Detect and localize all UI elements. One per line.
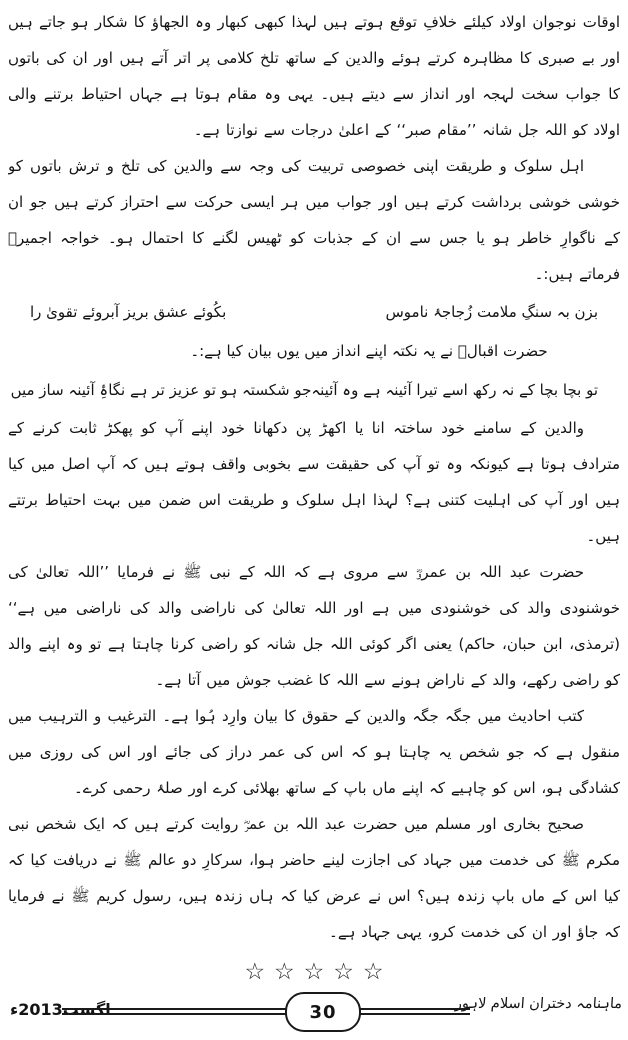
- article-body: [8, 4, 620, 950]
- couplet-iqbal: [8, 370, 620, 410]
- magazine-title-label: ماہنامہ دختران اسلام لاہور: [454, 996, 623, 1012]
- paragraph-continuation: اوقات نوجوان اولاد کیلئے خلافِ توقع ہوتے ہیں لہذا کبھی کبھار وہ الجھاؤ کا شکار ہو جاتے ہیں اور بے صبری کا مظاہرہ کرتے ہوئے والدین کے ساتھ تلخ کلامی پر اتر آتے ہیں اور ان کی باتوں کا جواب سخت لہجہ اور انداز سے دیتے ہیں۔ یہی وہ مقام ہوتا ہے جہاں احتیاط برتنے والی اولاد کو اللہ جل شانہ ’’مقام صبر‘‘ کے اعلیٰ درجات سے نوازتا ہے۔: [8, 13, 620, 139]
- page-bottom-block: [6, 956, 622, 1036]
- paragraph-kutub-ahadith: کتب احادیث میں جگہ جگہ والدین کے حقوق کا بیان وارِد ہُوا ہے۔ الترغیب و الترہیب میں منقول ہے کہ جو شخص یہ چاہتا ہو کہ اس کی عمر دراز کی جائے اور اس کی روزی میں کشادگی ہو، اس کو چاہیے کہ اپنے ماں باپ کے ساتھ بھلائی کرے اور صلۂ رحمی کرے۔: [8, 707, 620, 797]
- issue-date-label: اگست2013ء: [10, 1000, 111, 1019]
- page-footer: [6, 992, 622, 1036]
- paragraph-sahih-bukhari-muslim: صحیح بخاری اور مسلم میں حضرت عبد اللہ بن عمرؓ روایت کرتے ہیں کہ ایک شخص نبی مکرم ﷺ کی خدمت میں جہاد کی اجازت لینے حاضر ہوا، سرکارِ دو عالم ﷺ نے دریافت کیا کہ کیا اس کے ماں باپ زندہ ہیں؟ اس نے عرض کیا کہ ہاں زندہ ہیں، رسول کریم ﷺ نے فرمایا کہ جاؤ اور ان کی خدمت کرو، یہی جہاد ہے۔: [8, 815, 620, 941]
- footer-double-rule: [62, 1008, 470, 1015]
- star-divider: ☆☆☆☆☆: [244, 959, 393, 985]
- paragraph-waldain-ke-samne: والدین کے سامنے خود ساختہ انا یا اکھڑ پن دکھانا خود اپنے آپ کو پھکڑ ثابت کرنے کے مترادف ہوتا ہے کیونکہ وہ تو آپ کی حقیقت سے بخوبی واقف ہوتے ہیں کہ آپ اصل میں کیا ہیں اور آپ کی اہلیت کتنی ہے؟ لہذا اہل سلوک و طریقت اس ضمن میں بہت احتیاط برتتے ہیں۔: [8, 419, 620, 545]
- iqbal-intro-line: حضرت اقبالؒ نے یہ نکتہ اپنے انداز میں یوں بیان کیا ہے:۔: [190, 342, 548, 360]
- couplet-iqbal-first-hemistich: تو بچا بچا کے نہ رکھ اسے تیرا آئینہ ہے وہ آئینہ: [311, 381, 598, 399]
- paragraph-ahl-e-sulook: اہل سلوک و طریقت اپنی خصوصی تربیت کی وجہ سے والدین کی تلخ و ترش باتوں کو خوشی خوشی برداشت کرتے ہیں اور جواب میں ہر ایسی حرکت سے احتراز کرتے ہیں جو ان کے ناگوارِ خاطر ہو یا جس سے ان کے جذبات کو ٹھیس لگنے کا احتمال ہو۔ خواجہ اجمیرؒ فرماتے ہیں:۔: [8, 157, 620, 283]
- couplet-persian-second-hemistich: بکُوئے عشق بریز آبروئے تقویٰ را: [30, 303, 227, 321]
- couplet-iqbal-second-hemistich: جو شکستہ ہو تو عزیز تر ہے نگاۂِ آئینہ ساز میں: [10, 381, 312, 399]
- page-number: 30: [309, 1001, 337, 1023]
- page-number-badge: [285, 992, 361, 1032]
- paragraph-hadith-abdullah-bin-amr: حضرت عبد اللہ بن عمروؓ سے مروی ہے کہ اللہ کے نبی ﷺ نے فرمایا ’’اللہ تعالیٰ کی خوشنودی والد کی خوشنودی میں ہے اور اللہ تعالیٰ کی ناراضی والد کی ناراضی میں ہے‘‘ (ترمذی، ابن حبان، حاکم) یعنی اگر کوئی اللہ جل شانہ کو راضی کرنا چاہتا ہے تو وہ اپنے والد کو راضی رکھے، والد کے ناراض ہونے سے اللہ کا غضب جوش میں آتا ہے۔: [8, 563, 620, 689]
- couplet-persian-first-hemistich: بزن بہ سنگِ ملامت زُجاجۂ ناموس: [385, 303, 598, 321]
- couplet-persian: [8, 292, 620, 332]
